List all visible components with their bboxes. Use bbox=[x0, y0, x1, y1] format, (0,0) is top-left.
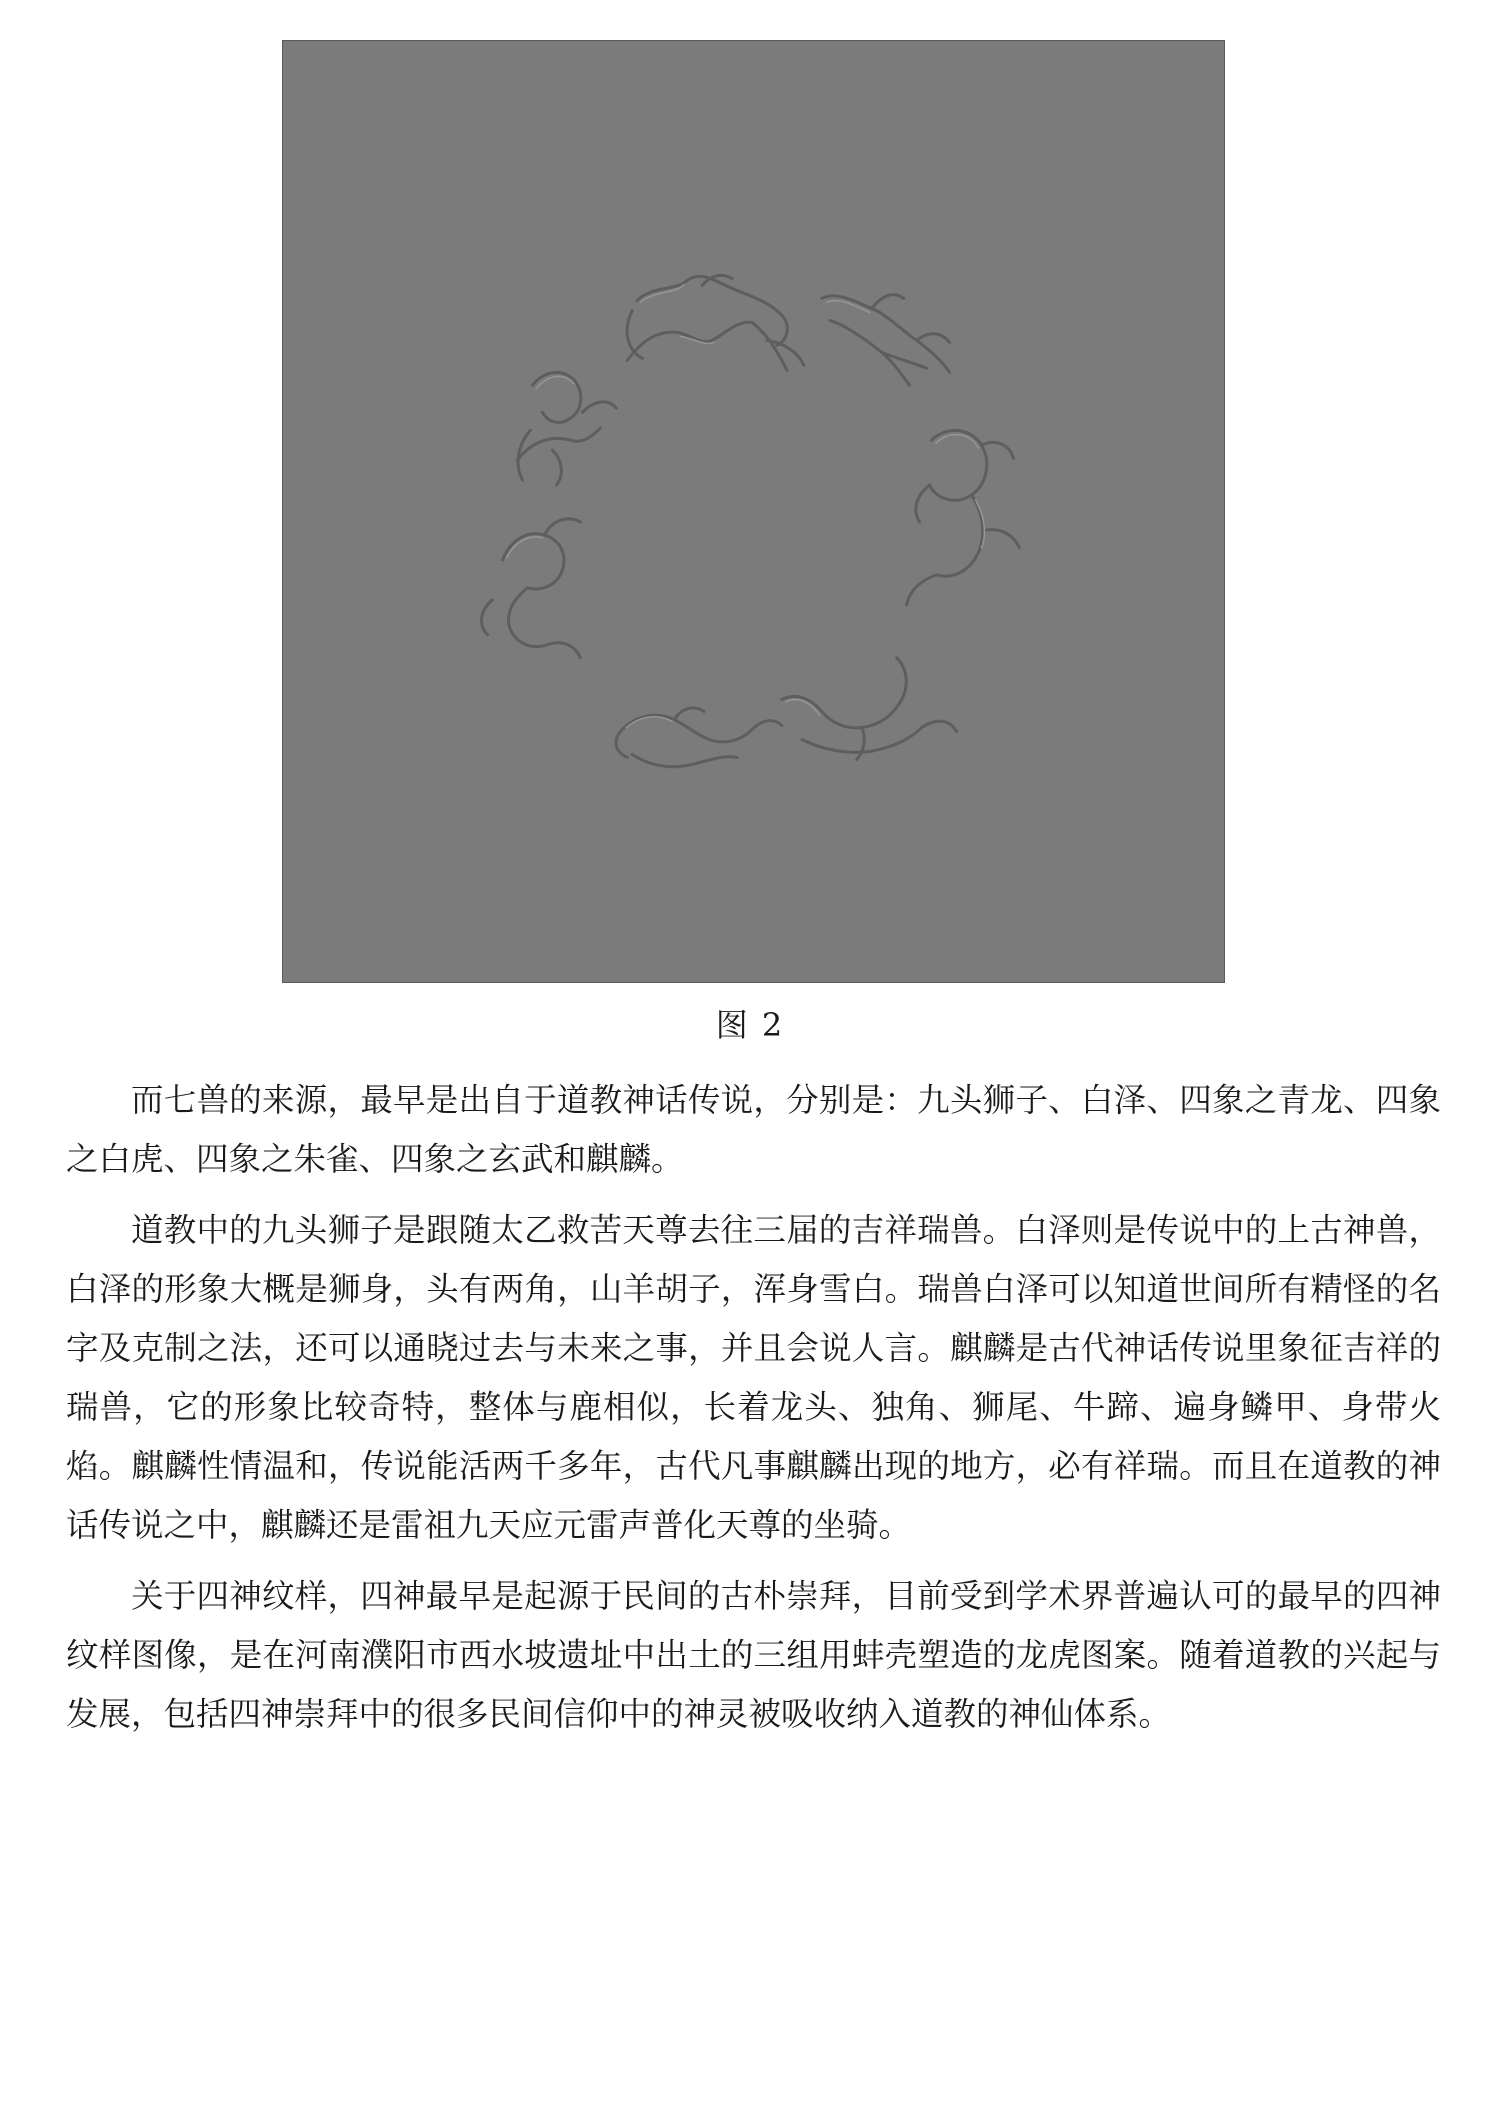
creature-lower-left bbox=[482, 519, 581, 658]
creature-bottom bbox=[616, 708, 782, 767]
creature-right bbox=[907, 430, 1020, 604]
creature-bottom-right bbox=[782, 658, 957, 760]
creature-top-left bbox=[627, 275, 804, 370]
creature-left bbox=[518, 373, 617, 486]
body-text bbox=[66, 1071, 1441, 1756]
paragraph: 道教中的九头狮子是跟随太乙救苦天尊去往三届的吉祥瑞兽。白泽则是传说中的上古神兽，白泽的形象大概是狮身，头有两角，山羊胡子，浑身雪白。瑞兽白泽可以知道世间所有精怪的名字及克制之法，还可以通晓过去与未来之事，并且会说人言。麒麟是古代神话传说里象征吉祥的瑞兽，它的形象比较奇特，整体与鹿相似，长着龙头、独角、狮尾、牛蹄、遍身鳞甲、身带火焰。麒麟性情温和，传说能活两千多年，古代凡事麒麟出现的地方，必有祥瑞。而且在道教的神话传说之中，麒麟还是雷祖九天应元雷声普化天尊的坐骑。 bbox=[66, 1211, 1441, 1544]
figure-image bbox=[282, 40, 1225, 983]
paragraph: 而七兽的来源，最早是出自于道教神话传说，分别是：九头狮子、白泽、四象之青龙、四象之白虎、四象之朱雀、四象之玄武和麒麟。 bbox=[66, 1081, 1441, 1178]
creature-top-right bbox=[822, 295, 950, 386]
relief-creatures-circle bbox=[283, 41, 1224, 982]
paragraph: 关于四神纹样，四神最早是起源于民间的古朴崇拜，目前受到学术界普遍认可的最早的四神纹样图像，是在河南濮阳市西水坡遗址中出土的三组用蚌壳塑造的龙虎图案。随着道教的兴起与发展，包括四神崇拜中的很多民间信仰中的神灵被吸收纳入道教的神仙体系。 bbox=[66, 1577, 1441, 1733]
figure-caption: 图 2 bbox=[715, 1006, 785, 1044]
